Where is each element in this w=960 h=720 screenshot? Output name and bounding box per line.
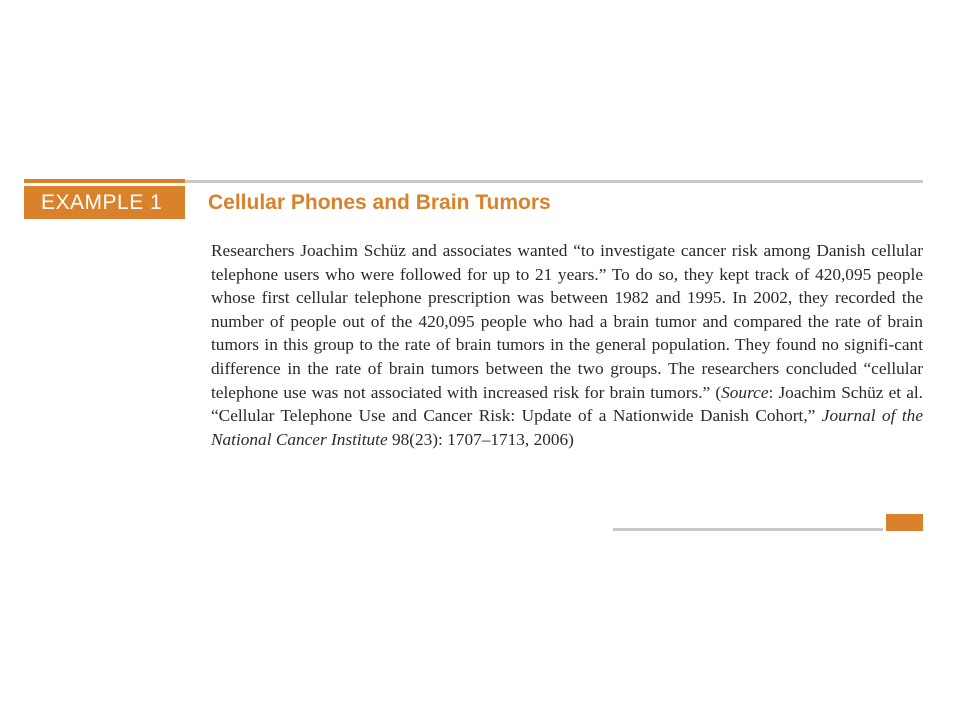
tab-accent-bar	[24, 179, 185, 183]
source-label: Source	[721, 382, 769, 402]
example-body	[211, 239, 923, 451]
journal-name: Journal of the National Cancer Institute	[211, 406, 923, 449]
bottom-divider	[613, 528, 883, 531]
body-text-part-2: : Joachim Schüz et al. “Cellular Telephone Use and Cancer Risk: Update of a Nationwide Danish Cohort,”	[211, 382, 923, 426]
end-marker-block	[886, 514, 923, 531]
example-title: Cellular Phones and Brain Tumors	[208, 191, 551, 214]
body-text-part-3: 98(23): 1707–1713, 2006)	[387, 429, 574, 449]
example-label: EXAMPLE 1	[24, 186, 185, 219]
body-text-part-1: Researchers Joachim Schüz and associates wanted “to investigate cancer risk among Danish cellular telephone users who were followed for up to 21 years.” To do so, they kept track of 420,095 people whose first cellular telephone prescription was between 1982 and 1995. In 2002, they recorded the number of people out of the 420,095 people who had a brain tumor and compared the rate of brain tumors in this group to the rate of brain tumors in the general population. They found no signifi-cant difference in the rate of brain tumors between the two groups. The researchers concluded “cellular telephone use was not associated with increased risk for brain tumors.” (	[211, 241, 923, 402]
